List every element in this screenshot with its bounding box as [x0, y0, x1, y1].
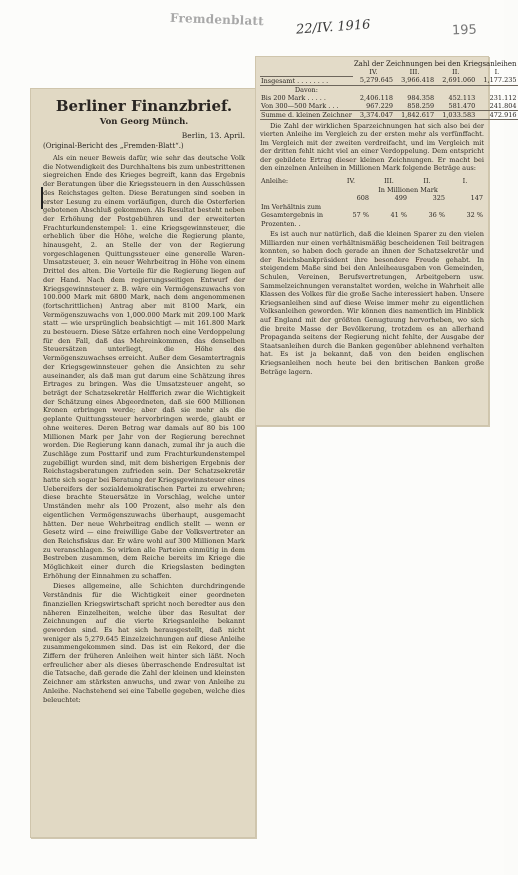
article-paragraph: Als ein neuer Beweis dafür, wie sehr das deutsche Volk die Notwendigkeit des Durchhaltens bis zum unbestrittenen siegreichen Ende des Krieges begreift, kann das Ergebnis der Beratungen über die Kriegssteuern in den Ausschüssen des Reichstages gelten. Diese Beratungen sind soeben in erster Lesung zu einem vorläufigen, durch die Osterferien gebotenen Abschluß gekommen. Als Resultat besteht neben der Erhöhung der Postgebühren und der erweiterten Frachturkundenstempel: 1. eine Kriegsgewinnsteuer, die erheblich über die Höhe, welche die Regierung plante, hinausgeht, 2. an Stelle der von der Regierung vorgeschlagenen Quittungssteuer eine generelle Waren-Umsatzsteuer, 3. ein neuer Wehrbeitrag in Höhe von einem Drittel des alten. Die Vorteile für die Regierung liegen auf der Hand. Nach dem regierungsseitigen Entwurf der Kriegsgewinnsteuer z. B. wäre ein Vermögenszuwachs von 100.000 Mark mit 6800 Mark, nach dem angenommenen (fortschrittlichen) Antrag aber mit 8100 Mark, ein Vermögenszuwachs von 1,000.000 Mark mit 209.100 Mark statt — wie ursprünglich beabsichtigt — mit 161.800 Mark zu besteuern. Diese Sätze erfahren noch eine Verdoppelung für den Fall, daß das Mehreinkommen, das denselben Steuersätzen unterliegt, die Höhe des Vermögenszuwachses erreicht. Außer dem Gesamtertragnis der Kriegsgewinnsteuer gehen die Ansichten zu sehr auseinander, als daß man gut darum eine Schätzung ihres Ertrages zu bringen. Was die Umsatzsteuer angeht, so beträgt der Schatzsekretär Helfferich zwar die Wichtigkeit der Schätzung eines Abgeordneten, daß sie 600 Millionen Kronen erbringen werde; aber daß sie mehr als die geplante Quittungssteuer hervorbringen werde, glaubt er ohne weiteres. Deren Betrag war damals auf 80 bis 100 Millionen Mark per Jahr von der Regierung berechnet worden. Die Regierung kann danach, zumal ihr ja auch die Zuschläge zum Posttarif und zum Frachturkundenstempel zugebilligt wurden sind, mit dem bisherigen Ergebnis der Reichstagsberatungen zufrieden sein. Der Schatzsekretär hatte sich sogar bei Beratung der Kriegsgewinnsteuer eines Uebereifers der sozialdemokratischen Partei zu erwehren; diese brachte Steuersätze in Vorschlag, welche unter Umständen mehr als 100 Prozent, also mehr als den eigentlichen Vermögenszuwachs überhaupt, ausgemacht hätten. Der neue Wehrbeitrag endlich stellt — wenn er Gesetz wird — eine freiwillige Gabe der Volksvertreter an den Reichsfiskus dar. Er wäre wohl auf 300 Millionen Mark zu veranschlagen. So wirken alle Parteien einmütig in dem Bestreben zusammen, dem Reiche bereits im Kriege die Möglichkeit einer durch die Kriegslasten bedingten Erhöhung der Einnahmen zu schaffen.: [43, 154, 245, 580]
table-row: Summe d. kleinen Zeichner 3,374.047 1,842.617 1,033.583 472.916: [261, 110, 517, 119]
article-paragraph: Die Zahl der wirklichen Sparzeichnungen hat sich also bei der vierten Anleihe im Vergleich zu der ersten mehr als verfünffacht. Im Vergleich mit der zweiten verdreifacht, und im Vergleich mit der dritten fehlt nicht viel an einer Verdoppelung. Dem entspricht der gebildete Ertrag dieser kleinen Zeichnungen. Er macht bei den einzelnen Anleihen in Millionen Mark folgende Beträge aus:: [260, 121, 484, 173]
table-column-header: I.: [494, 68, 500, 76]
table-row: Von 300—500 Mark . . . 967.229 858.259 581.470 241.804: [261, 101, 517, 110]
table-column-header: III.: [409, 68, 420, 76]
page-number: 195: [451, 22, 478, 39]
subscriptions-table: [260, 60, 518, 120]
article-byline: Von Georg Münch.: [99, 117, 189, 127]
amounts-row-label: Anleihe:: [261, 177, 289, 186]
table-row: Davon:: [294, 85, 318, 94]
table-column-header: II.: [452, 68, 460, 76]
article-paragraph: Es ist auch nur natürlich, daß die kleinen Sparer zu den vielen Milliarden nur einen verhältnismäßig bescheidenen Teil beitragen konnten, so haben doch gerade an ihnen der Schatzsekretär und der Reichsbankpräsident ihre besondere Freude gehabt. In steigendem Maße sind bei den Anleiheausgaben von Gemeinden, Schulen, Vereinen, Berufsvertretungen, Arbeitgebern usw. Sammelzeichnungen veranstaltet worden, welche in Wahrheit alle Klassen des Volkes für die große Sache interessiert haben. Unsere Kriegsanleihen sind auf diese Weise immer mehr zu eigentlichen Volksanleihen geworden. Wir können dies namentlich im Hinblick auf England mit der größten Genugtuung hervorheben, wo sich die breite Masse der Bevölkerung, trotzdem es an allerhand Propaganda seitens der Regierung nicht fehlte, der Ausgabe der Staatsanleihen durch die Banken gegenüber ablehnend verhalten hat. Es ist ja bekannt, daß von den beiden englischen Kriegsanleihen noch heute bei den britischen Banken große Beträge lagern.: [260, 230, 484, 376]
article-clipping-left: [30, 88, 256, 838]
article-headline: Berliner Finanzbrief.: [55, 97, 233, 115]
article-clipping-right: [255, 56, 517, 426]
newspaper-stamp: Fremdenblatt: [169, 10, 265, 29]
article-continuation: [260, 60, 517, 376]
article-dateline: Berlin, 13. April.: [181, 131, 245, 140]
amounts-unit: In Millionen Mark: [378, 185, 438, 194]
amounts-table: Anleihe: IV. III. II. I. In Millionen Mark 608 499 325 147 Im Verhältnis zum Gesamtergebnis in Prozenten. . 57 % 41 % 36 % 32 %: [261, 177, 483, 228]
article-paragraph: Dieses allgemeine, alle Schichten durchdringende Verständnis für die Wichtigkeit einer geordneten finanziellen Kriegswirtschaft spricht noch beredter aus den näheren Einzelheiten, welche über das Resultat der Zeichnungen auf die vierte Kriegsanleihe bekannt geworden sind. Es hat sich herausgestellt, daß nicht weniger als 5,279.645 Einzelzeichnungen auf diese Anleihe zusammengekommen sind. Das ist ein Rekord, der die Ziffern der früheren Anleihen weit hinter sich läßt. Noch erfreulicher aber als dieses überraschende Endresultat ist die Tatsache, daß gerade die Zahl der kleinen und kleinsten Zeichner am stärksten anwuchs, und zwar von Anleihe zu Anleihe. Nachstehend sei eine Tabelle gegeben, welche dies beleuchtet:: [43, 582, 245, 704]
table-caption: Zahl der Zeichnungen bei den Kriegsanleihen: [353, 60, 517, 68]
table-row: Bis 200 Mark . . . . . 2,406.118 984.358 452.113 231.112: [261, 93, 517, 102]
table-column-header: IV.: [369, 68, 378, 76]
article-body: [43, 97, 245, 706]
table-row: 608 499 325 147: [356, 194, 483, 203]
table-row: Im Verhältnis zum Gesamtergebnis in Prozenten. . 57 % 41 % 36 % 32 %: [261, 202, 483, 228]
table-row: Insgesamt . . . . . . . . 5,279.645 3,966.418 2,691.060 1,177.235: [261, 76, 517, 85]
article-origin: (Original-Bericht des „Fremden-Blatt“.): [43, 142, 184, 150]
handwritten-date: 22/IV. 1916: [295, 17, 371, 38]
